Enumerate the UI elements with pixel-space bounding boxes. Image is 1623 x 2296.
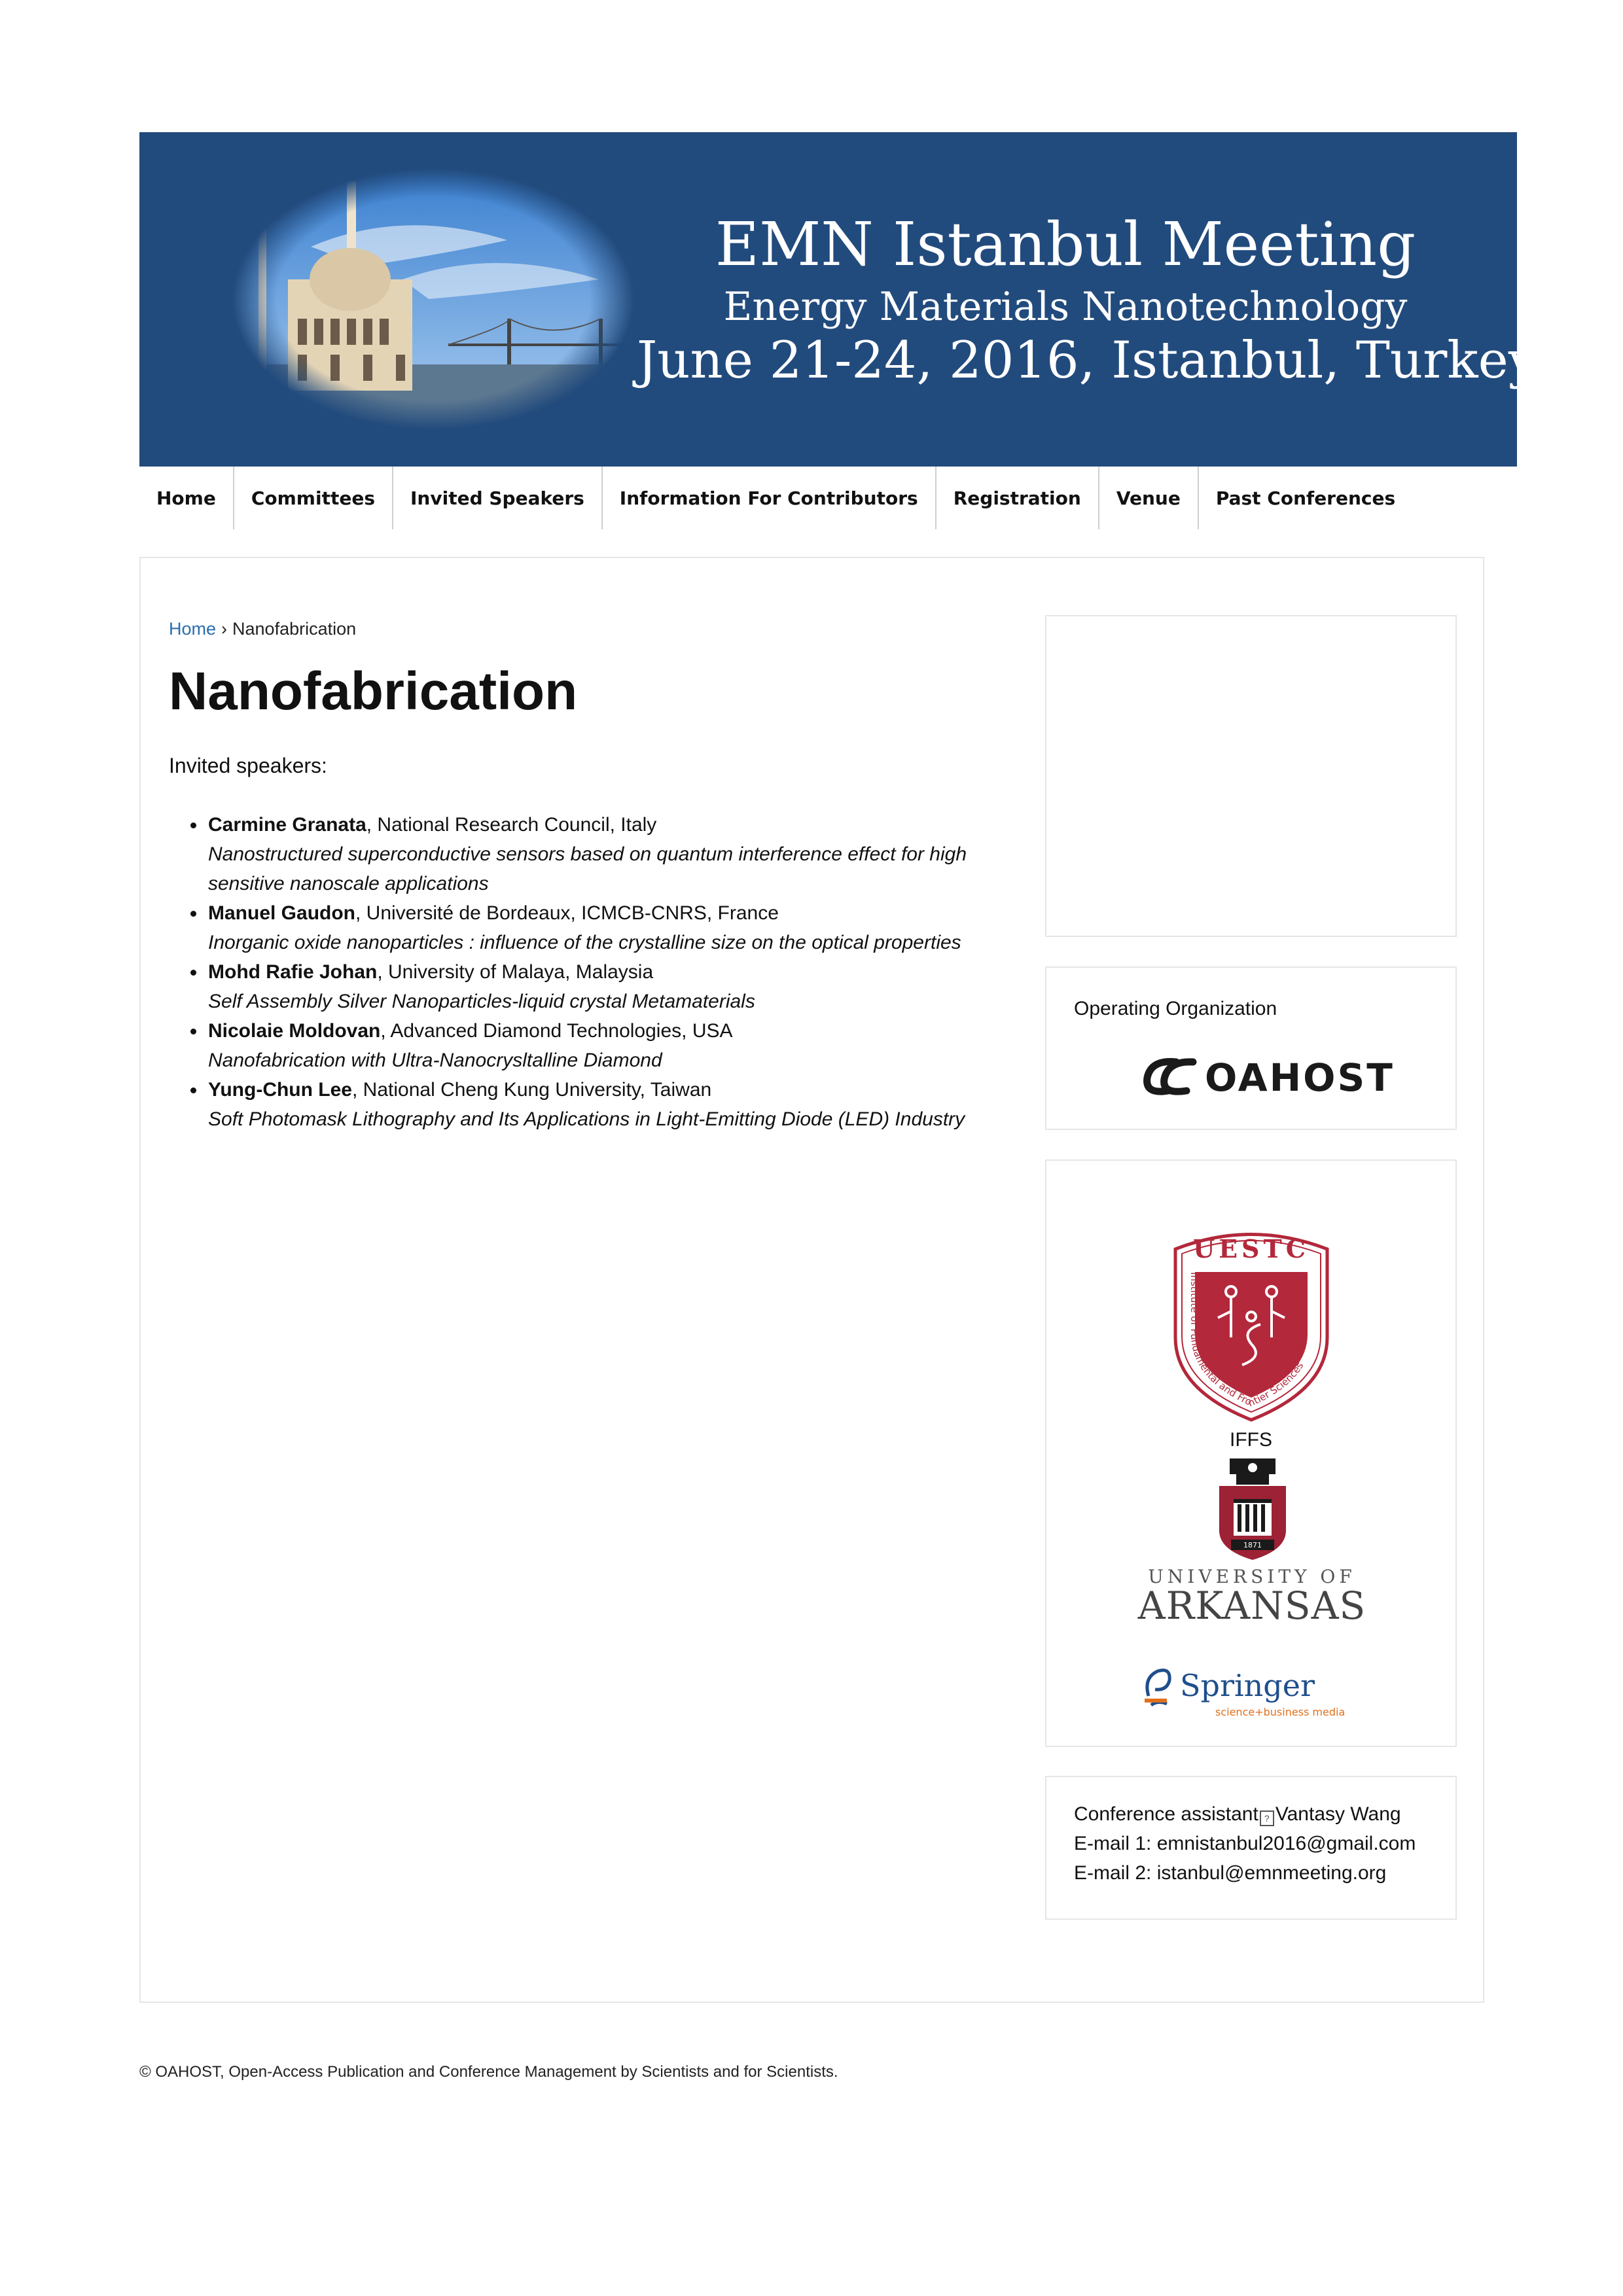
nav-item-information-for-contributors[interactable]: Information For Contributors (603, 467, 936, 529)
arkansas-small-text: UNIVERSITY OF (1148, 1566, 1356, 1587)
speaker-affiliation: , Université de Bordeaux, ICMCB-CNRS, France (355, 902, 779, 924)
uestc-shield-text: UESTC (1192, 1234, 1310, 1263)
page-title: Nanofabrication (169, 662, 578, 721)
footer-copyright: © OAHOST, Open-Access Publication and Conference Management by Scientists and for Scientists. (139, 2063, 838, 2081)
speaker-name: Yung-Chun Lee (208, 1079, 352, 1101)
speaker-affiliation: , Advanced Diamond Technologies, USA (380, 1020, 733, 1042)
speaker-name: Carmine Granata (208, 814, 366, 836)
oahost-logo[interactable] (1138, 1053, 1395, 1100)
uestc-shield-logo[interactable] (1169, 1226, 1334, 1422)
nav-item-past-conferences[interactable]: Past Conferences (1215, 487, 1396, 509)
assistant-label: Conference assistant (1074, 1803, 1258, 1825)
nav-item-invited-speakers[interactable]: Invited Speakers (393, 467, 603, 529)
springer-tagline: science+business media (1215, 1706, 1346, 1718)
speaker-item (169, 1016, 1020, 1075)
partners-widget (1045, 1159, 1457, 1747)
speaker-item (169, 810, 1020, 898)
arkansas-large-text: ARKANSAS (1137, 1583, 1366, 1628)
contact-email-2[interactable]: E-mail 2: istanbul@emnmeeting.org (1074, 1862, 1387, 1884)
speaker-item (169, 898, 1020, 957)
mosque-photo (232, 168, 635, 430)
operating-organization-heading: Operating Organization (1074, 998, 1277, 1019)
springer-name: Springer (1180, 1668, 1315, 1703)
main-nav (139, 467, 1412, 529)
ifs-label: IFFS (1230, 1429, 1272, 1451)
header-banner (139, 132, 1537, 467)
speaker-name: Manuel Gaudon (208, 902, 355, 924)
speaker-name: Nicolaie Moldovan (208, 1020, 381, 1042)
nav-item-registration[interactable]: Registration (936, 467, 1099, 529)
talk-title: Inorganic oxide nanoparticles : influence of the crystalline size on the optical properties (208, 932, 961, 953)
nav-item-venue[interactable]: Venue (1099, 467, 1199, 529)
speaker-item (169, 1075, 1020, 1134)
breadcrumb-home-link[interactable]: Home (169, 619, 217, 639)
talk-title: Soft Photomask Lithography and Its Applications in Light-Emitting Diode (LED) Industry (208, 1108, 965, 1130)
sidebar-empty-widget (1045, 615, 1457, 937)
breadcrumb-current: Nanofabrication (232, 619, 357, 639)
springer-logo[interactable] (1138, 1658, 1367, 1723)
contact-widget (1045, 1776, 1457, 1920)
breadcrumb-separator: › (221, 619, 228, 639)
speaker-list (169, 810, 1020, 1134)
banner-title: EMN Istanbul Meeting (715, 209, 1416, 279)
banner-date: June 21-24, 2016, Istanbul, Turkey (637, 331, 1537, 390)
breadcrumb (169, 619, 356, 639)
speaker-item (169, 957, 1020, 1016)
speaker-affiliation: , National Research Council, Italy (366, 814, 657, 836)
speaker-affiliation: , University of Malaya, Malaysia (377, 961, 654, 983)
university-of-arkansas-logo[interactable] (1139, 1458, 1365, 1632)
contact-email-1[interactable]: E-mail 1: emnistanbul2016@gmail.com (1074, 1833, 1416, 1854)
talk-title: Nanostructured superconductive sensors based on quantum interference effect for high sensitive nanoscale applications (208, 843, 967, 894)
assistant-name: Vantasy Wang (1275, 1803, 1401, 1825)
talk-title: Self Assembly Silver Nanoparticles-liquid crystal Metamaterials (208, 991, 755, 1012)
speaker-name: Mohd Rafie Johan (208, 961, 378, 983)
talk-title: Nanofabrication with Ultra-Nanocrysltalline Diamond (208, 1050, 662, 1071)
conference-assistant (1074, 1803, 1401, 1826)
uestc-ring-text: Institute of Fundamental and Frontier Sciences (1188, 1272, 1306, 1409)
operating-organization-widget (1045, 966, 1457, 1130)
speaker-affiliation: , National Cheng Kung University, Taiwan (352, 1079, 712, 1101)
arkansas-year: 1871 (1243, 1541, 1262, 1549)
missing-glyph-icon: ? (1260, 1810, 1274, 1826)
oahost-logo-text: OAHOST (1205, 1055, 1395, 1100)
intro-text: Invited speakers: (169, 754, 327, 777)
banner-subtitle: Energy Materials Nanotechnology (723, 284, 1408, 330)
nav-item-committees[interactable]: Committees (234, 467, 393, 529)
nav-item-home[interactable]: Home (139, 467, 234, 529)
